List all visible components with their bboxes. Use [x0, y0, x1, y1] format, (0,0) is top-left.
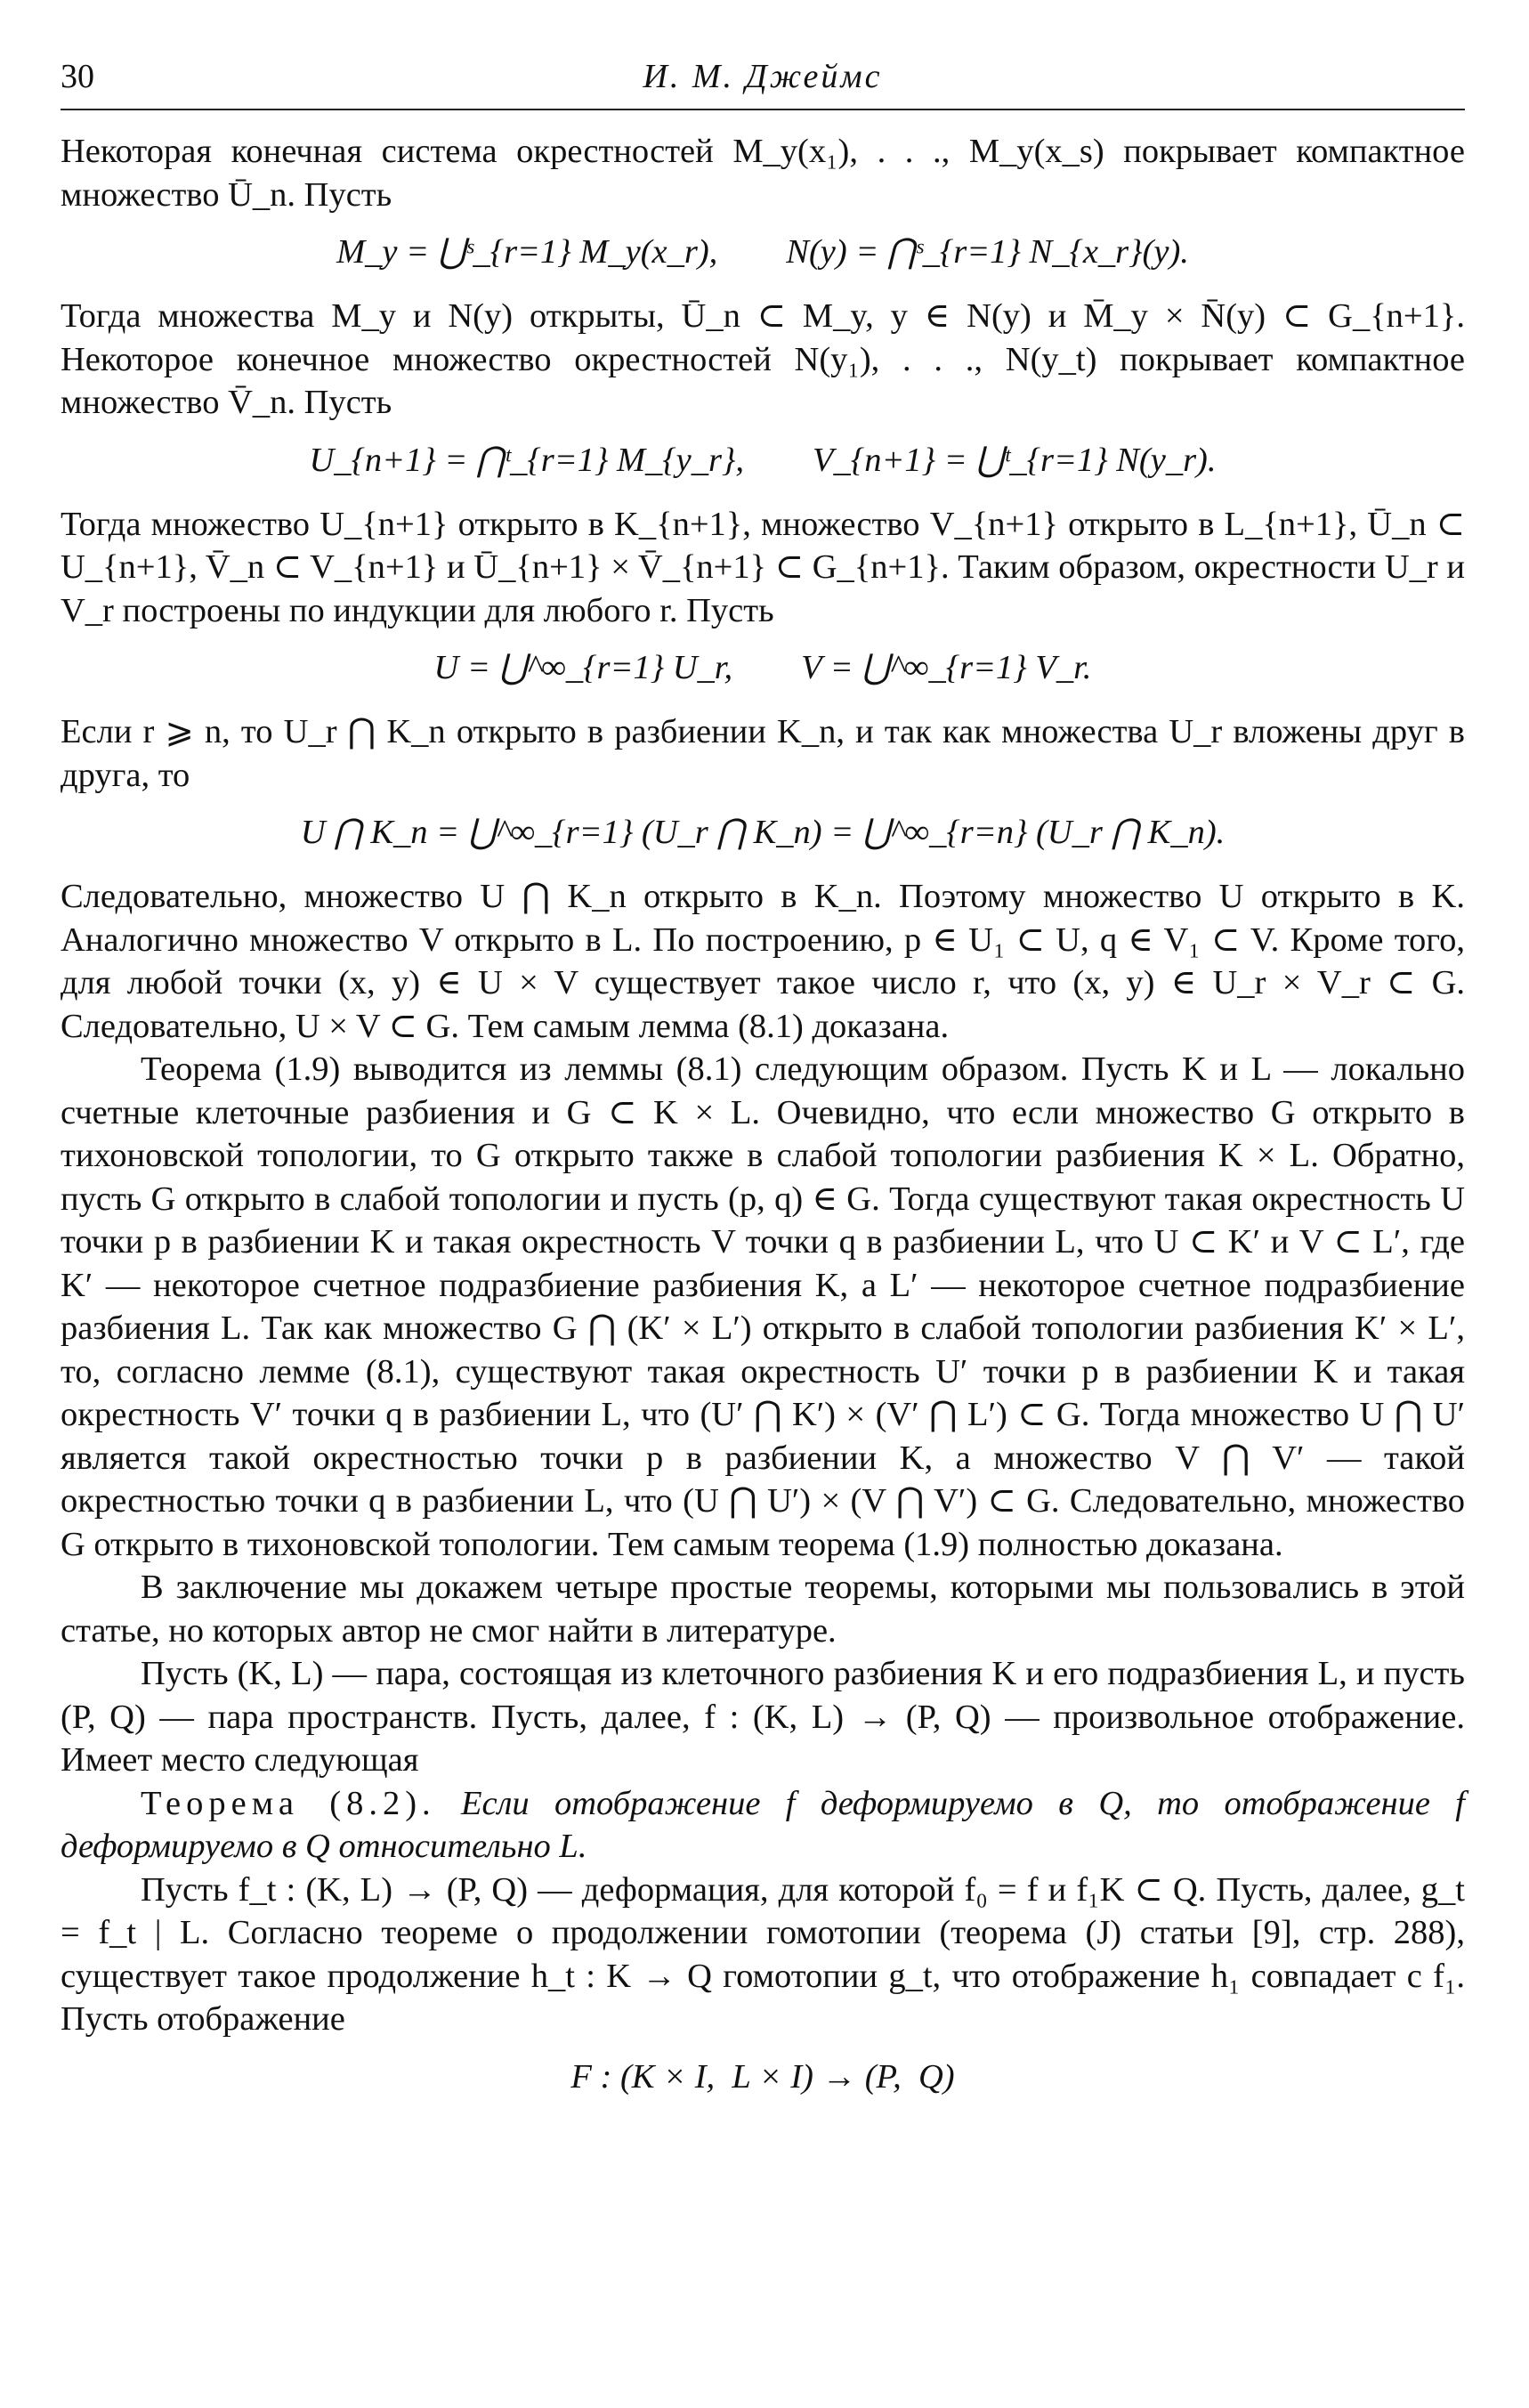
page-body: [61, 130, 1465, 2120]
paragraph-1: Некоторая конечная система окрестностей M_y(x₁), . . ., M_y(x_s) покрывает компактное множество Ū_n. Пусть: [61, 133, 1465, 214]
page-number: 30: [61, 58, 94, 95]
formula-3: U = ⋃^∞_{r=1} U_r, V = ⋃^∞_{r=1} V_r.: [433, 649, 1092, 686]
paragraph-4: Если r ⩾ n, то U_r ⋂ K_n открыто в разбиении K_n, и так как множества U_r вложены друг в друга, то: [61, 713, 1465, 794]
header-rule: [61, 109, 1465, 110]
theorem-label: Теорема (8.2).: [141, 1784, 436, 1822]
paragraph-8: Пусть (K, L) — пара, состоящая из клеточного разбиения K и его подразбиения L, и пусть (P, Q) — пара пространств. Пусть, далее, f : (K, L) → (P, Q) — произвольное отображение. Имеет место следующая: [61, 1655, 1465, 1779]
paragraph-5: Следовательно, множество U ⋂ K_n открыто в K_n. Поэтому множество U открыто в K. Аналогично множество V открыто в L. По построению, p ∈ U₁ ⊂ U, q ∈ V₁ ⊂ V. Кроме того, для любой точки (x, y) ∈ U × V существует такое число r, что (x, y) ∈ U_r × V_r ⊂ G. Следовательно, U × V ⊂ G. Тем самым лемма (8.1) доказана.: [61, 878, 1465, 1045]
theorem-statement: Если отображение f деформируемо в Q, то отображение f деформируемо в Q относительно L.: [61, 1784, 1466, 1865]
paragraph-9: Пусть f_t : (K, L) → (P, Q) — деформация, для которой f₀ = f и f₁K ⊂ Q. Пусть, далее, g_t = f_t | L. Согласно теореме о продолжении гомотопии (теорема (J) статьи [9], стр. 288), существует такое продолжение h_t : K → Q гомотопии g_t, что отображение h₁ совпадает с f₁. Пусть отображение: [61, 1870, 1465, 2038]
formula-4: U ⋂ K_n = ⋃^∞_{r=1} (U_r ⋂ K_n) = ⋃^∞_{r=n} (U_r ⋂ K_n).: [300, 814, 1226, 851]
formula-5: F : (K × I, L × I) → (P, Q): [570, 2057, 955, 2096]
formula-1: M_y = ⋃ˢ_{r=1} M_y(x_r), N(y) = ⋂ˢ_{r=1} N_{x_r}(y).: [336, 233, 1189, 271]
paragraph-2: Тогда множества M_y и N(y) открыты, Ū_n ⊂ M_y, y ∈ N(y) и M̄_y × N̄(y) ⊂ G_{n+1}. Некоторое конечное множество окрестностей N(y₁), . . ., N(y_t) покрывает компактное множество V̄_n. Пусть: [61, 297, 1465, 421]
formula-2: U_{n+1} = ⋂ᵗ_{r=1} M_{y_r}, V_{n+1} = ⋃ᵗ_{r=1} N(y_r).: [309, 441, 1217, 479]
theorem-8-2: [61, 1782, 1465, 1869]
running-title: И. М. Джеймс: [643, 58, 883, 95]
paragraph-6: Теорема (1.9) выводится из леммы (8.1) следующим образом. Пусть K и L — локально счетные клеточные разбиения и G ⊂ K × L. Очевидно, что если множество G открыто в тихоновской топологии, то G открыто также в слабой топологии разбиения K × L. Обратно, пусть G открыто в слабой топологии и пусть (p, q) ∈ G. Тогда существуют такая окрестность U точки p в разбиении K и такая окрестность V точки q в разбиении L, что U ⊂ K′ и V ⊂ L′, где K′ — некоторое счетное подразбиение разбиения K, а L′ — некоторое счетное подразбиение разбиения L. Так как множество G ⋂ (K′ × L′) открыто в слабой топологии разбиения K′ × L′, то, согласно лемме (8.1), существуют такая окрестность U′ точки p в разбиении K и такая окрестность V′ точки q в разбиении L, что (U′ ⋂ K′) × (V′ ⋂ L′) ⊂ G. Тогда множество U ⋂ U′ является такой окрестностью точки p в разбиении K, а множество V ⋂ V′ — такой окрестностью точки q в разбиении L, что (U ⋂ U′) × (V ⋂ V′) ⊂ G. Следовательно, множество G открыто в тихоновской топологии. Тем самым теорема (1.9) полностью доказана.: [61, 1050, 1465, 1563]
paragraph-3: Тогда множество U_{n+1} открыто в K_{n+1}, множество V_{n+1} открыто в L_{n+1}, Ū_n ⊂ U_{n+1}, V̄_n ⊂ V_{n+1} и Ū_{n+1} × V̄_{n+1} ⊂ G_{n+1}. Таким образом, окрестности U_r и V_r построены по индукции для любого r. Пусть: [61, 505, 1465, 629]
paragraph-7: В заключение мы докажем четыре простые теоремы, которыми мы пользовались в этой статье, но которых автор не смог найти в литературе.: [61, 1569, 1465, 1650]
page-header: [61, 57, 1465, 103]
